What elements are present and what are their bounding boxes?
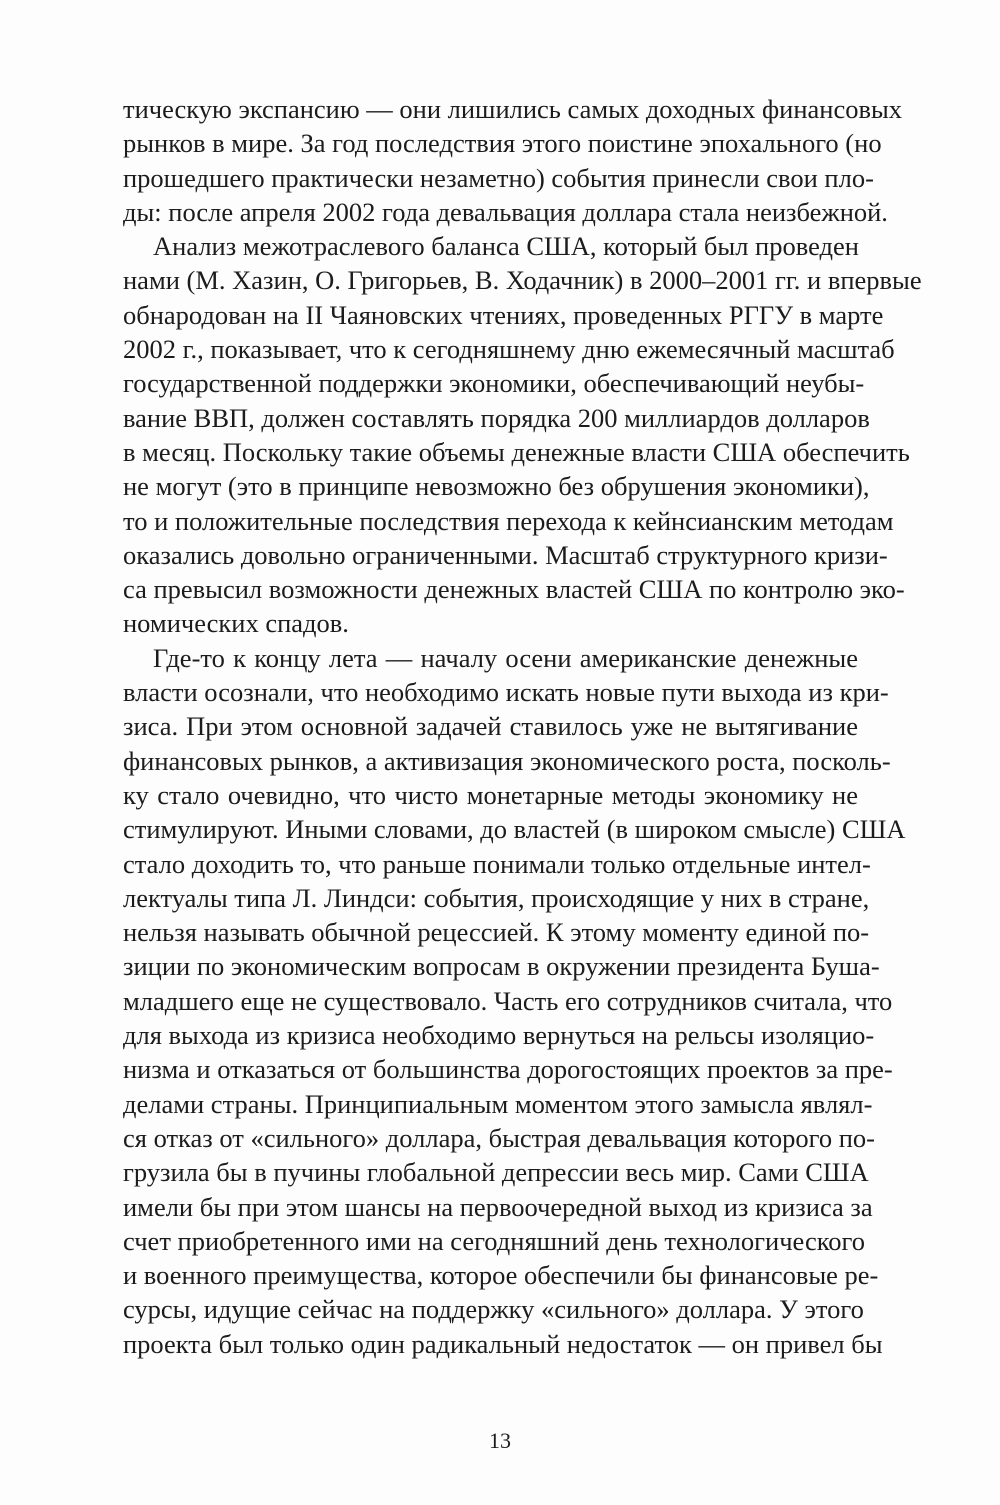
text-line: са превысил возможности денежных властей США по контролю эко- — [123, 574, 905, 605]
text-line: 2002 г., показывает, что к сегодняшнему дню ежемесячный масштаб — [123, 334, 895, 365]
text-line: сурсы, идущие сейчас на поддержку «сильного» доллара. У этого — [123, 1294, 864, 1325]
text-line: власти осознали, что необходимо искать новые пути выхода из кри- — [123, 677, 889, 708]
text-line: ся отказ от «сильного» доллара, быстрая девальвация которого по- — [123, 1122, 875, 1153]
text-line: зиса. При этом основной задачей ставилось уже не вытягивание — [123, 711, 858, 742]
text-line: в месяц. Поскольку такие объемы денежные власти США обеспечить — [123, 436, 910, 467]
text-line: и военного преимущества, которое обеспечили бы финансовые ре- — [123, 1260, 879, 1291]
text-line: грузила бы в пучины глобальной депрессии весь мир. Сами США — [123, 1157, 869, 1188]
text-line: обнародован на II Чаяновских чтениях, проведенных РГГУ в марте — [123, 299, 884, 330]
text-line: имели бы при этом шансы на первоочередной выход из кризиса за — [123, 1191, 873, 1222]
text-line: рынков в мире. За год последствия этого поистине эпохального (но — [123, 128, 882, 159]
paragraph — [123, 229, 922, 641]
paragraph — [123, 641, 906, 1361]
body-text — [123, 92, 922, 1361]
text-line: стало доходить то, что раньше понимали только отдельные интел- — [123, 848, 871, 879]
text-line: нельзя называть обычной рецессией. К этому моменту единой по- — [123, 917, 870, 948]
text-line: финансовых рынков, а активизация экономического роста, посколь- — [123, 745, 891, 776]
text-line: счет приобретенного ими на сегодняшний день технологического — [123, 1225, 865, 1256]
paragraph — [123, 92, 903, 229]
text-line: ку стало очевидно, что чисто монетарные методы экономику не — [123, 779, 858, 810]
text-line: лектуалы типа Л. Линдси: события, происходящие у них в стране, — [123, 882, 870, 913]
text-line: Где-то к концу лета — началу осени американские денежные — [153, 642, 858, 673]
text-line: ды: после апреля 2002 года девальвация доллара стала неизбежной. — [123, 196, 888, 227]
text-line: Анализ межотраслевого баланса США, который был проведен — [153, 231, 859, 262]
text-line: прошедшего практически незаметно) события принесли свои пло- — [123, 162, 874, 193]
text-line: оказались довольно ограниченными. Масштаб структурного кризи- — [123, 539, 888, 570]
text-line: стимулируют. Иными словами, до властей (в широком смысле) США — [123, 814, 906, 845]
text-line: младшего еще не существовало. Часть его сотрудников считала, что — [123, 985, 893, 1016]
text-line: низма и отказаться от большинства дорогостоящих проектов за пре- — [123, 1054, 893, 1085]
text-line: для выхода из кризиса необходимо вернуться на рельсы изоляцио- — [123, 1020, 875, 1051]
text-line: проекта был только один радикальный недостаток — он привел бы — [123, 1328, 883, 1359]
text-line: вание ВВП, должен составлять порядка 200 миллиардов долларов — [123, 402, 870, 433]
page-number: 13 — [489, 1428, 511, 1453]
text-line: государственной поддержки экономики, обеспечивающий неубы- — [123, 368, 865, 399]
text-line: нами (М. Хазин, О. Григорьев, В. Ходачник) в 2000–2001 гг. и впервые — [123, 265, 922, 296]
text-line: не могут (это в принципе невозможно без обрушения экономики), — [123, 471, 870, 502]
text-line: делами страны. Принципиальным моментом этого замысла являл- — [123, 1088, 873, 1119]
text-line: номических спадов. — [123, 608, 349, 639]
text-line: тическую экспансию — они лишились самых доходных финансовых — [123, 94, 903, 124]
text-line: зиции по экономическим вопросам в окружении президента Буша- — [123, 951, 880, 982]
text-line: то и положительные последствия перехода к кейнсианским методам — [123, 505, 894, 536]
